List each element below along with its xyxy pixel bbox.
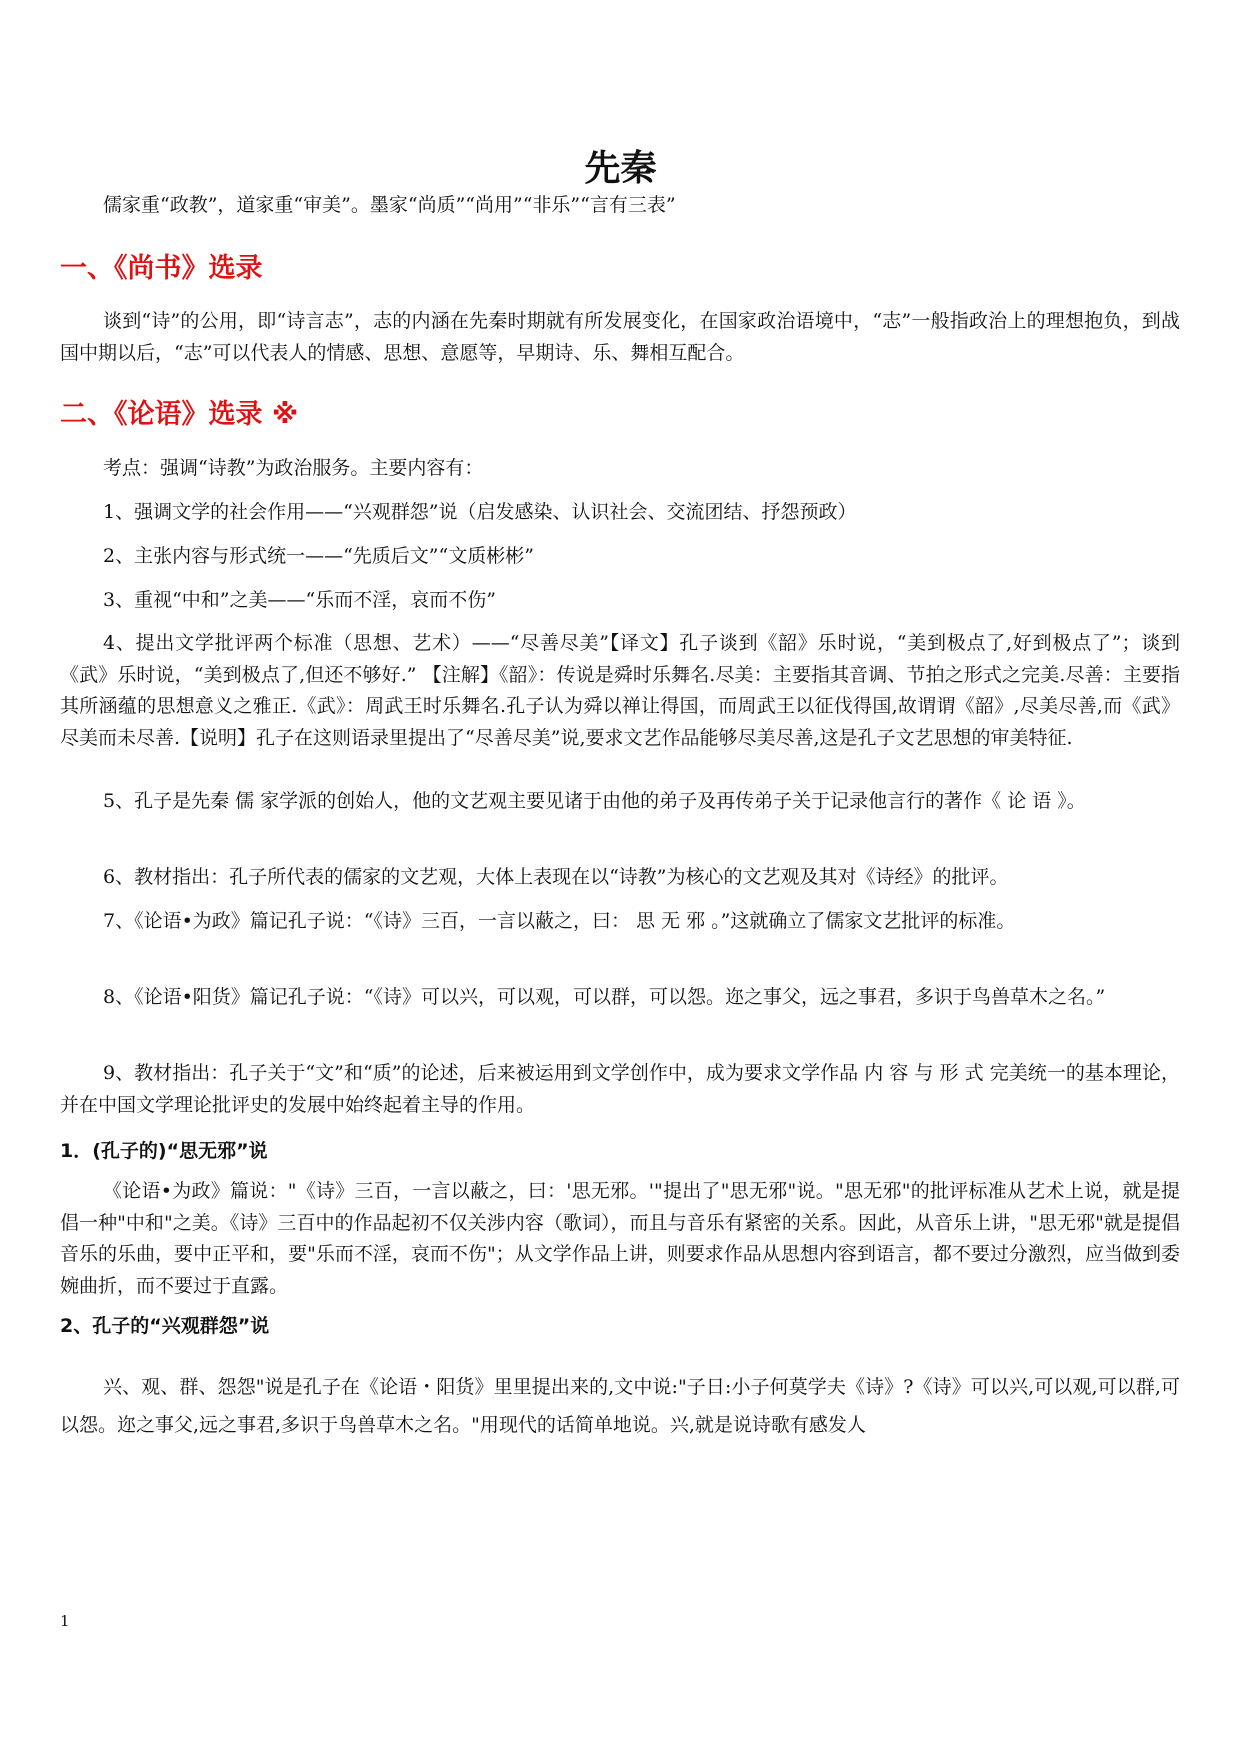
lunyu-point-5: 5、孔子是先秦 儒 家学派的创始人，他的文艺观主要见诸于由他的弟子及再传弟子关于记录他言行的著作《 论 语 》。 (103, 790, 1086, 812)
page-title: 先秦 (584, 148, 657, 189)
lunyu-point-6: 6、教材指出：孔子所代表的儒家的文艺观，大体上表现在以“诗教”为核心的文艺观及其对《诗经》的批评。 (103, 866, 1009, 888)
page-number: 1 (60, 1612, 70, 1630)
lunyu-point-7: 7、《论语•为政》篇记孔子说：“《诗》三百，一言以蔽之，曰： 思 无 邪 。”这就确立了儒家文艺批评的标准。 (103, 910, 1016, 932)
lunyu-point-3: 3、重视“中和”之美——“乐而不淫，哀而不伤” (103, 589, 496, 611)
section-heading-shangshu: 一、《尚书》选录 (60, 253, 263, 284)
subheading-siwuxie: 1．(孔子的)“思无邪”说 (60, 1140, 268, 1162)
lunyu-point-2: 2、主张内容与形式统一——“先质后文”“文质彬彬” (103, 545, 534, 567)
siwuxie-paragraph: 《论语•为政》篇说："《诗》三百，一言以蔽之，曰：'思无邪。'"提出了"思无邪"说。"思无邪"的批评标准从艺术上说，就是提倡一种"中和"之美。《诗》三百中的作品起初不仅关涉内容（歌词），而且与音乐有紧密的关系。因此，从音乐上讲，"思无邪"就是提倡音乐的乐曲，要中正平和，要"乐而不淫，哀而不伤"；从文学作品上讲，则要求作品从思想内容到语言，都不要过分激烈，应当做到委婉曲折，而不要过于直露。 (60, 1180, 1180, 1297)
lunyu-point-4: 4、提出文学批评两个标准（思想、艺术）——“尽善尽美”【译文】孔子谈到《韶》乐时说，“美到极点了,好到极点了”；谈到《武》乐时说，“美到极点了,但还不够好.” 【注解】《韶》：传说是舜时乐舞名.尽美：主要指其音调、节拍之形式之完美.尽善：主要指其所涵蕴的思想意义之雅正.《武》：周武王时乐舞名.孔子认为舜以禅让得国，而周武王以征伐得国,故谓谓《韶》,尽美尽善,而《武》尽美而未尽善.【说明】孔子在这则语录里提出了“尽善尽美”说,要求文艺作品能够尽美尽善,这是孔子文艺思想的审美特征. (60, 632, 1180, 749)
intro-paragraph: 儒家重“政教”，道家重“审美”。墨家“尚质”“尚用”“非乐”“言有三表” (103, 194, 676, 216)
xingguanqunyuan-paragraph: 兴、观、群、怨怨"说是孔子在《论语・阳货》里里提出来的,文中说:"子日:小子何莫学夫《诗》?《诗》可以兴,可以观,可以群,可以怨。迩之事父,远之事君,多识于鸟兽草木之名。"用现代的话简单地说。兴,就是说诗歌有感发人 (60, 1376, 1180, 1436)
subheading-xingguanqunyuan: 2、孔子的“兴观群怨”说 (60, 1315, 270, 1337)
lunyu-point-intro: 考点：强调“诗教”为政治服务。主要内容有： (103, 457, 484, 479)
shangshu-paragraph: 谈到“诗”的公用，即“诗言志”，志的内涵在先秦时期就有所发展变化，在国家政治语境中，“志”一般指政治上的理想抱负，到战国中期以后，“志”可以代表人的情感、思想、意愿等，早期诗、乐、舞相互配合。 (60, 310, 1180, 364)
lunyu-point-1: 1、强调文学的社会作用——“兴观群怨”说（启发感染、认识社会、交流团结、抒怨预政） (103, 501, 857, 523)
lunyu-point-8: 8、《论语•阳货》篇记孔子说：“《诗》可以兴，可以观，可以群，可以怨。迩之事父，远之事君，多识于鸟兽草木之名。” (103, 986, 1106, 1008)
section-heading-lunyu: 二、《论语》选录 ※ (60, 399, 299, 430)
lunyu-point-9: 9、教材指出：孔子关于“文”和“质”的论述，后来被运用到文学创作中，成为要求文学作品 内 容 与 形 式 完美统一的基本理论，并在中国文学理论批评史的发展中始终起着主导的作用。 (60, 1062, 1180, 1116)
